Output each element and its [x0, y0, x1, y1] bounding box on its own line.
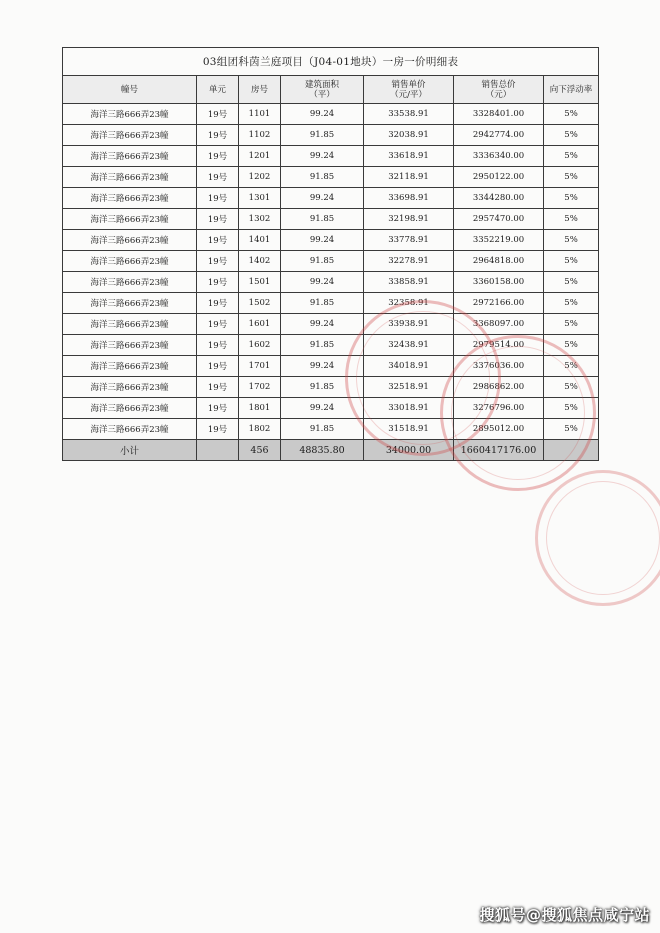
cell-unit: 19号 — [197, 293, 239, 314]
cell-area: 99.24 — [281, 272, 364, 293]
cell-room: 1201 — [239, 146, 281, 167]
summary-area: 48835.80 — [281, 440, 364, 461]
table-row — [63, 377, 599, 398]
summary-blank — [197, 440, 239, 461]
cell-unit-price: 32358.91 — [364, 293, 454, 314]
cell-total: 2942774.00 — [454, 125, 544, 146]
table-row — [63, 251, 599, 272]
header-total-line1: 销售总价 — [481, 79, 516, 90]
cell-area: 91.85 — [281, 125, 364, 146]
cell-total: 2895012.00 — [454, 419, 544, 440]
table-row — [63, 104, 599, 125]
cell-total: 3368097.00 — [454, 314, 544, 335]
table-body — [63, 104, 599, 440]
price-sheet — [62, 47, 598, 461]
table-row — [63, 293, 599, 314]
header-area-line2: （平） — [309, 89, 335, 100]
cell-area: 91.85 — [281, 251, 364, 272]
table-row — [63, 146, 599, 167]
table-row — [63, 188, 599, 209]
header-row — [63, 76, 599, 104]
cell-unit: 19号 — [197, 335, 239, 356]
cell-unit-price: 33538.91 — [364, 104, 454, 125]
cell-room: 1701 — [239, 356, 281, 377]
cell-total: 3352219.00 — [454, 230, 544, 251]
cell-area: 91.85 — [281, 209, 364, 230]
cell-room: 1402 — [239, 251, 281, 272]
cell-room: 1401 — [239, 230, 281, 251]
cell-unit: 19号 — [197, 167, 239, 188]
cell-building: 海洋三路666弄23幢 — [63, 377, 197, 398]
cell-room: 1101 — [239, 104, 281, 125]
cell-unit-price: 33618.91 — [364, 146, 454, 167]
cell-total: 2957470.00 — [454, 209, 544, 230]
cell-unit-price: 33938.91 — [364, 314, 454, 335]
red-seal-stamp-partial — [535, 470, 660, 606]
cell-building: 海洋三路666弄23幢 — [63, 314, 197, 335]
cell-area: 91.85 — [281, 293, 364, 314]
cell-area: 99.24 — [281, 104, 364, 125]
cell-building: 海洋三路666弄23幢 — [63, 293, 197, 314]
cell-area: 99.24 — [281, 146, 364, 167]
cell-room: 1102 — [239, 125, 281, 146]
cell-area: 99.24 — [281, 314, 364, 335]
cell-rate: 5% — [544, 377, 599, 398]
cell-unit-price: 32438.91 — [364, 335, 454, 356]
header-unit-price-line1: 销售单价 — [391, 79, 426, 90]
cell-room: 1602 — [239, 335, 281, 356]
header-area — [281, 76, 364, 104]
cell-total: 3344280.00 — [454, 188, 544, 209]
table-row — [63, 356, 599, 377]
cell-unit-price: 33858.91 — [364, 272, 454, 293]
cell-total: 3336340.00 — [454, 146, 544, 167]
header-unit-price — [364, 76, 454, 104]
cell-total: 2950122.00 — [454, 167, 544, 188]
cell-rate: 5% — [544, 146, 599, 167]
cell-unit: 19号 — [197, 356, 239, 377]
cell-total: 2979514.00 — [454, 335, 544, 356]
cell-unit-price: 33018.91 — [364, 398, 454, 419]
cell-unit: 19号 — [197, 314, 239, 335]
header-rate: 向下浮动率 — [544, 76, 599, 104]
cell-unit: 19号 — [197, 125, 239, 146]
cell-rate: 5% — [544, 293, 599, 314]
summary-total: 1660417176.00 — [454, 440, 544, 461]
cell-unit: 19号 — [197, 209, 239, 230]
cell-unit-price: 31518.91 — [364, 419, 454, 440]
cell-unit: 19号 — [197, 251, 239, 272]
table-row — [63, 125, 599, 146]
cell-rate: 5% — [544, 104, 599, 125]
cell-total: 3360158.00 — [454, 272, 544, 293]
table-row — [63, 209, 599, 230]
table-row — [63, 314, 599, 335]
cell-rate: 5% — [544, 272, 599, 293]
cell-building: 海洋三路666弄23幢 — [63, 209, 197, 230]
cell-building: 海洋三路666弄23幢 — [63, 167, 197, 188]
cell-unit-price: 32518.91 — [364, 377, 454, 398]
cell-room: 1702 — [239, 377, 281, 398]
cell-area: 99.24 — [281, 230, 364, 251]
cell-unit: 19号 — [197, 104, 239, 125]
cell-building: 海洋三路666弄23幢 — [63, 146, 197, 167]
cell-total: 2986862.00 — [454, 377, 544, 398]
header-unit-price-line2: （元/平） — [390, 89, 427, 100]
cell-unit-price: 33698.91 — [364, 188, 454, 209]
cell-area: 91.85 — [281, 167, 364, 188]
watermark: 搜狐号@搜狐焦点咸宁站 — [479, 906, 650, 924]
cell-area: 91.85 — [281, 377, 364, 398]
cell-room: 1202 — [239, 167, 281, 188]
cell-building: 海洋三路666弄23幢 — [63, 398, 197, 419]
header-room: 房号 — [239, 76, 281, 104]
table-row — [63, 272, 599, 293]
cell-unit: 19号 — [197, 230, 239, 251]
cell-unit-price: 32278.91 — [364, 251, 454, 272]
cell-building: 海洋三路666弄23幢 — [63, 104, 197, 125]
cell-building: 海洋三路666弄23幢 — [63, 272, 197, 293]
cell-rate: 5% — [544, 356, 599, 377]
cell-room: 1302 — [239, 209, 281, 230]
summary-unit-price: 34000.00 — [364, 440, 454, 461]
summary-rooms: 456 — [239, 440, 281, 461]
cell-unit-price: 32198.91 — [364, 209, 454, 230]
cell-total: 3328401.00 — [454, 104, 544, 125]
cell-total: 2964818.00 — [454, 251, 544, 272]
cell-rate: 5% — [544, 419, 599, 440]
cell-rate: 5% — [544, 209, 599, 230]
cell-building: 海洋三路666弄23幢 — [63, 125, 197, 146]
table-row — [63, 230, 599, 251]
cell-area: 99.24 — [281, 356, 364, 377]
cell-unit: 19号 — [197, 188, 239, 209]
summary-blank-rate — [544, 440, 599, 461]
cell-rate: 5% — [544, 125, 599, 146]
header-area-line1: 建筑面积 — [304, 79, 339, 90]
table-title: 03组团科茵兰庭项目（J04-01地块）一房一价明细表 — [63, 48, 599, 76]
cell-room: 1601 — [239, 314, 281, 335]
cell-rate: 5% — [544, 398, 599, 419]
cell-unit: 19号 — [197, 419, 239, 440]
cell-rate: 5% — [544, 230, 599, 251]
cell-unit-price: 32118.91 — [364, 167, 454, 188]
cell-building: 海洋三路666弄23幢 — [63, 188, 197, 209]
cell-area: 99.24 — [281, 398, 364, 419]
cell-total: 2972166.00 — [454, 293, 544, 314]
table-row — [63, 335, 599, 356]
header-total — [454, 76, 544, 104]
cell-room: 1802 — [239, 419, 281, 440]
cell-unit-price: 34018.91 — [364, 356, 454, 377]
header-building: 幢号 — [63, 76, 197, 104]
cell-building: 海洋三路666弄23幢 — [63, 419, 197, 440]
cell-unit-price: 33778.91 — [364, 230, 454, 251]
cell-unit: 19号 — [197, 398, 239, 419]
cell-room: 1502 — [239, 293, 281, 314]
cell-rate: 5% — [544, 188, 599, 209]
header-total-line2: （元） — [485, 89, 512, 100]
cell-total: 3276796.00 — [454, 398, 544, 419]
cell-unit: 19号 — [197, 377, 239, 398]
header-unit: 单元 — [197, 76, 239, 104]
summary-row — [63, 440, 599, 461]
cell-unit: 19号 — [197, 146, 239, 167]
cell-building: 海洋三路666弄23幢 — [63, 230, 197, 251]
cell-rate: 5% — [544, 335, 599, 356]
summary-label: 小计 — [63, 440, 197, 461]
cell-building: 海洋三路666弄23幢 — [63, 335, 197, 356]
cell-rate: 5% — [544, 167, 599, 188]
title-row — [63, 48, 599, 76]
cell-unit-price: 32038.91 — [364, 125, 454, 146]
cell-building: 海洋三路666弄23幢 — [63, 251, 197, 272]
price-table — [62, 47, 599, 461]
table-row — [63, 398, 599, 419]
cell-rate: 5% — [544, 314, 599, 335]
table-row — [63, 167, 599, 188]
cell-area: 99.24 — [281, 188, 364, 209]
table-row — [63, 419, 599, 440]
cell-building: 海洋三路666弄23幢 — [63, 356, 197, 377]
cell-unit: 19号 — [197, 272, 239, 293]
cell-total: 3376036.00 — [454, 356, 544, 377]
cell-room: 1801 — [239, 398, 281, 419]
cell-room: 1501 — [239, 272, 281, 293]
cell-area: 91.85 — [281, 335, 364, 356]
cell-room: 1301 — [239, 188, 281, 209]
cell-rate: 5% — [544, 251, 599, 272]
cell-area: 91.85 — [281, 419, 364, 440]
